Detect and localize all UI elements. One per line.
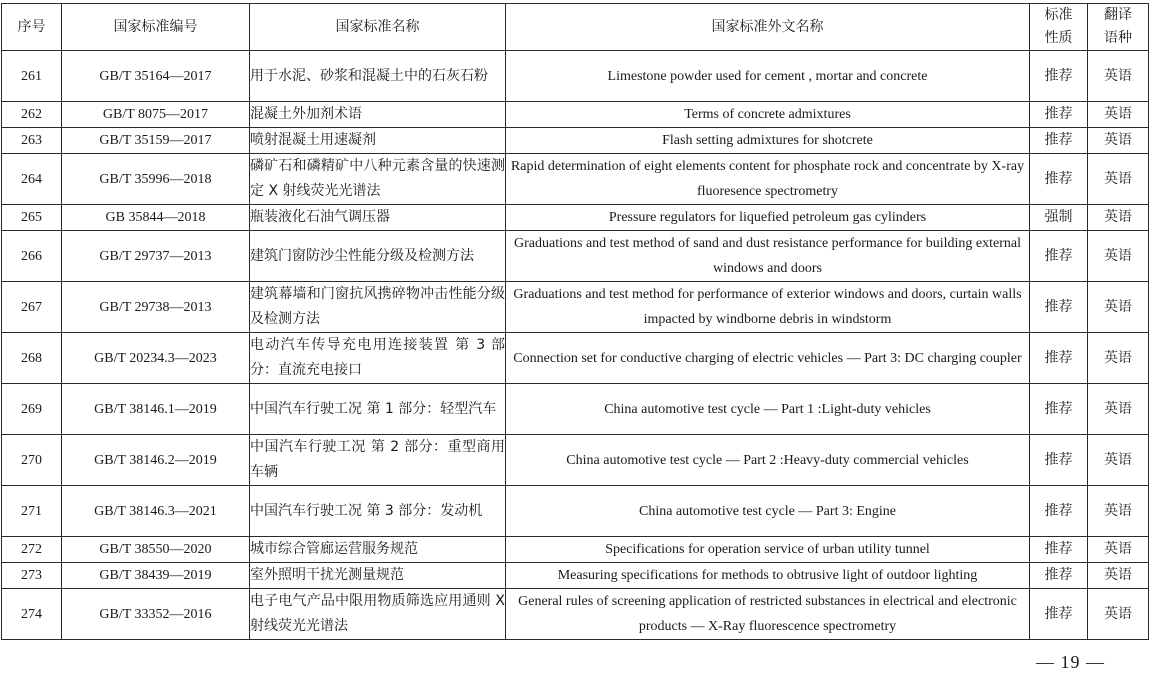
table-row [2, 537, 1149, 563]
row-no: 272 [2, 537, 62, 563]
row-code: GB/T 38146.3—2021 [62, 486, 250, 537]
row-name: 瓶装液化石油气调压器 [250, 205, 506, 231]
row-code: GB/T 38146.1—2019 [62, 384, 250, 435]
row-name: 城市综合管廊运营服务规范 [250, 537, 506, 563]
header-en: 国家标准外文名称 [506, 4, 1030, 51]
header-no: 序号 [2, 4, 62, 51]
row-en: China automotive test cycle — Part 1 :Light-duty vehicles [506, 384, 1030, 435]
row-code: GB/T 33352—2016 [62, 589, 250, 640]
table-row [2, 333, 1149, 384]
row-en: Terms of concrete admixtures [506, 102, 1030, 128]
row-lang: 英语 [1088, 486, 1149, 537]
row-type: 推荐 [1030, 154, 1088, 205]
row-type: 推荐 [1030, 384, 1088, 435]
table-row [2, 563, 1149, 589]
row-name: 建筑幕墙和门窗抗风携碎物冲击性能分级及检测方法 [250, 282, 506, 333]
row-code: GB/T 29738—2013 [62, 282, 250, 333]
row-lang: 英语 [1088, 384, 1149, 435]
row-no: 271 [2, 486, 62, 537]
row-no: 263 [2, 128, 62, 154]
row-type: 推荐 [1030, 128, 1088, 154]
row-no: 274 [2, 589, 62, 640]
row-no: 264 [2, 154, 62, 205]
table-row [2, 128, 1149, 154]
row-code: GB/T 20234.3—2023 [62, 333, 250, 384]
row-lang: 英语 [1088, 128, 1149, 154]
table-row [2, 384, 1149, 435]
header-lang-line2: 语种 [1104, 30, 1132, 46]
row-lang: 英语 [1088, 154, 1149, 205]
header-type [1030, 4, 1088, 51]
table-row [2, 435, 1149, 486]
row-en: Rapid determination of eight elements content for phosphate rock and concentrate by X-ray fluoresence spectrometry [506, 154, 1030, 205]
header-type-line1: 标准 [1044, 7, 1073, 23]
row-no: 266 [2, 231, 62, 282]
standards-table [1, 3, 1149, 640]
row-en: Connection set for conductive charging of electric vehicles — Part 3: DC charging coupler [506, 333, 1030, 384]
row-code: GB/T 35996—2018 [62, 154, 250, 205]
row-code: GB/T 35164—2017 [62, 51, 250, 102]
header-code: 国家标准编号 [62, 4, 250, 51]
row-name: 电子电气产品中限用物质筛选应用通则 X 射线荧光光谱法 [250, 589, 506, 640]
row-no: 261 [2, 51, 62, 102]
row-name: 混凝土外加剂术语 [250, 102, 506, 128]
row-lang: 英语 [1088, 333, 1149, 384]
row-en: Graduations and test method of sand and dust resistance performance for building external windows and doors [506, 231, 1030, 282]
row-en: China automotive test cycle — Part 2 :Heavy-duty commercial vehicles [506, 435, 1030, 486]
row-name: 中国汽车行驶工况 第 1 部分：轻型汽车 [250, 384, 506, 435]
row-type: 推荐 [1030, 231, 1088, 282]
row-name: 用于水泥、砂浆和混凝土中的石灰石粉 [250, 51, 506, 102]
row-name: 喷射混凝土用速凝剂 [250, 128, 506, 154]
row-lang: 英语 [1088, 589, 1149, 640]
row-code: GB/T 38146.2—2019 [62, 435, 250, 486]
table-row [2, 231, 1149, 282]
table-header-row [2, 4, 1149, 51]
row-no: 268 [2, 333, 62, 384]
row-type: 推荐 [1030, 333, 1088, 384]
row-en: Measuring specifications for methods to obtrusive light of outdoor lighting [506, 563, 1030, 589]
row-en: China automotive test cycle — Part 3: Engine [506, 486, 1030, 537]
row-en: Limestone powder used for cement , mortar and concrete [506, 51, 1030, 102]
table-row [2, 102, 1149, 128]
row-lang: 英语 [1088, 102, 1149, 128]
row-code: GB 35844—2018 [62, 205, 250, 231]
row-type: 推荐 [1030, 589, 1088, 640]
row-type: 推荐 [1030, 563, 1088, 589]
table-row [2, 51, 1149, 102]
header-type-line2: 性质 [1044, 30, 1073, 46]
row-name: 磷矿石和磷精矿中八种元素含量的快速测定 X 射线荧光光谱法 [250, 154, 506, 205]
row-no: 265 [2, 205, 62, 231]
row-en: Specifications for operation service of urban utility tunnel [506, 537, 1030, 563]
table-row [2, 205, 1149, 231]
row-type: 推荐 [1030, 537, 1088, 563]
table-row [2, 154, 1149, 205]
row-type: 强制 [1030, 205, 1088, 231]
row-type: 推荐 [1030, 486, 1088, 537]
row-no: 262 [2, 102, 62, 128]
table-row [2, 589, 1149, 640]
row-name: 电动汽车传导充电用连接装置 第 3 部分：直流充电接口 [250, 333, 506, 384]
row-lang: 英语 [1088, 205, 1149, 231]
row-no: 270 [2, 435, 62, 486]
row-code: GB/T 38439—2019 [62, 563, 250, 589]
row-lang: 英语 [1088, 282, 1149, 333]
row-en: Flash setting admixtures for shotcrete [506, 128, 1030, 154]
header-name: 国家标准名称 [250, 4, 506, 51]
row-lang: 英语 [1088, 563, 1149, 589]
row-name: 室外照明干扰光测量规范 [250, 563, 506, 589]
row-code: GB/T 38550—2020 [62, 537, 250, 563]
row-en: Pressure regulators for liquefied petroleum gas cylinders [506, 205, 1030, 231]
row-lang: 英语 [1088, 231, 1149, 282]
row-lang: 英语 [1088, 435, 1149, 486]
row-code: GB/T 29737—2013 [62, 231, 250, 282]
header-lang-line1: 翻译 [1104, 7, 1132, 23]
row-no: 267 [2, 282, 62, 333]
row-lang: 英语 [1088, 51, 1149, 102]
row-no: 269 [2, 384, 62, 435]
row-code: GB/T 35159—2017 [62, 128, 250, 154]
row-type: 推荐 [1030, 282, 1088, 333]
row-lang: 英语 [1088, 537, 1149, 563]
row-name: 中国汽车行驶工况 第 2 部分：重型商用车辆 [250, 435, 506, 486]
row-type: 推荐 [1030, 102, 1088, 128]
row-type: 推荐 [1030, 51, 1088, 102]
row-code: GB/T 8075—2017 [62, 102, 250, 128]
page-number: — 19 — [1036, 652, 1105, 672]
row-no: 273 [2, 563, 62, 589]
row-type: 推荐 [1030, 435, 1088, 486]
row-en: General rules of screening application of restricted substances in electrical and electronic products — X-Ray fluorescence spectrometry [506, 589, 1030, 640]
row-name: 中国汽车行驶工况 第 3 部分：发动机 [250, 486, 506, 537]
header-lang [1088, 4, 1149, 51]
row-name: 建筑门窗防沙尘性能分级及检测方法 [250, 231, 506, 282]
row-en: Graduations and test method for performance of exterior windows and doors, curtain walls impacted by windborne debris in windstorm [506, 282, 1030, 333]
table-row [2, 282, 1149, 333]
table-row [2, 486, 1149, 537]
